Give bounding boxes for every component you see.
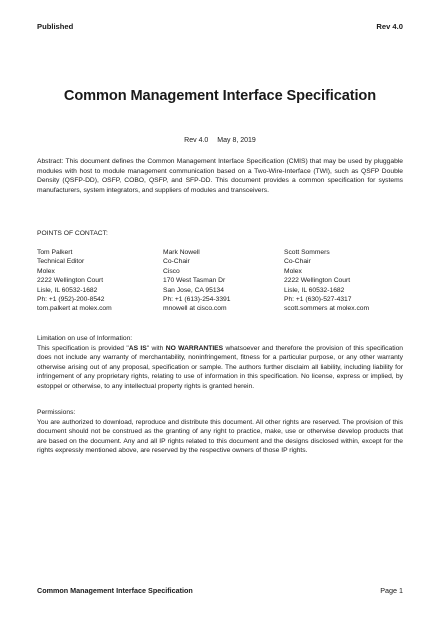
- limitation-text-middle: " with: [146, 344, 166, 352]
- revision-line: [0, 137, 440, 144]
- points-of-contact-heading: POINTS OF CONTACT:: [37, 230, 108, 237]
- contact-email: tom.palkert at molex.com: [37, 305, 112, 313]
- permissions-paragraph: You are authorized to download, reproduce and distribute this document. All other rights are reserved. The provision of this document should not be construed as the granting of any right to practice, make, use or otherwise develop products that are based on the document. Any and all IP rights related to this document and the designs disclosed within, except for the rights expressly mentioned above, are reserved by the respective owners of those IP rights.: [37, 418, 403, 455]
- contact-name: Tom Palkert: [37, 249, 73, 256]
- contact-card: [37, 248, 112, 314]
- contact-card: [284, 248, 369, 314]
- contact-organization: Molex: [284, 267, 302, 275]
- revision-number: Rev 4.0: [184, 137, 209, 144]
- abstract-paragraph: Abstract: This document defines the Common Management Interface Specification (CMIS) that may be used by pluggable modules with host to module management communication based on a Two-Wire-Interface (TWI), such as QSFP Double Density (QSFP-DD), OSFP, COBO, QSFP, and SFP-DD. This document provides a common specification for systems manufacturers, system integrators, and suppliers of modules and transceivers.: [37, 158, 403, 194]
- contact-city: Lisle, IL 60532-1682: [37, 286, 98, 294]
- limitation-paragraph: [37, 344, 403, 392]
- contact-phone: Ph: +1 (613)-254-3391: [163, 296, 231, 304]
- contact-role: Co-Chair: [163, 258, 190, 266]
- limitation-text-end: whatsoever and therefore the provision of this specification does not include any warranty of merchantability, noninfringement, fitness for a particular purpose, or any other warranty otherwise arising out of any proposal, specification or sample. The authors further disclaim all liability, including liability for infringement of any proprietary rights, relating to use of information in this specification. No license, express or implied, by estoppel or otherwise, to any intellectual property rights is granted herein.: [37, 344, 404, 390]
- contact-street: 2222 Wellington Court: [284, 277, 351, 285]
- contact-name: Mark Nowell: [163, 249, 200, 256]
- contact-street: 170 West Tasman Dr: [163, 277, 226, 285]
- contact-card: [163, 248, 230, 314]
- footer-page-number: Page 1: [380, 586, 403, 595]
- contact-name: Scott Sommers: [284, 249, 330, 256]
- contact-organization: Molex: [37, 267, 55, 275]
- footer-title: Common Management Interface Specification: [37, 586, 193, 595]
- contact-phone: Ph: +1 (952)-200-8542: [37, 296, 105, 304]
- contact-phone: Ph: +1 (630)-527-4317: [284, 296, 352, 304]
- no-warranties-emphasis: NO WARRANTIES: [165, 344, 224, 352]
- as-is-emphasis: AS IS: [128, 344, 147, 352]
- header-revision: Rev 4.0: [376, 22, 403, 31]
- contact-email: mnowell at cisco.com: [163, 305, 227, 313]
- contact-role: Co-Chair: [284, 258, 311, 266]
- header-status: Published: [37, 22, 74, 31]
- contact-city: Lisle, IL 60532-1682: [284, 286, 345, 294]
- limitation-text-start: This specification is provided ": [37, 344, 129, 352]
- contact-organization: Cisco: [163, 267, 180, 275]
- document-title: Common Management Interface Specification: [63, 88, 377, 104]
- contact-street: 2222 Wellington Court: [37, 277, 104, 285]
- contact-city: San Jose, CA 95134: [163, 286, 224, 294]
- contact-email: scott.sommers at molex.com: [284, 305, 370, 313]
- revision-date: May 8, 2019: [217, 137, 256, 144]
- contact-role: Technical Editor: [37, 258, 85, 266]
- permissions-heading: Permissions:: [37, 409, 76, 416]
- limitation-heading: Limitation on use of Information:: [37, 335, 133, 342]
